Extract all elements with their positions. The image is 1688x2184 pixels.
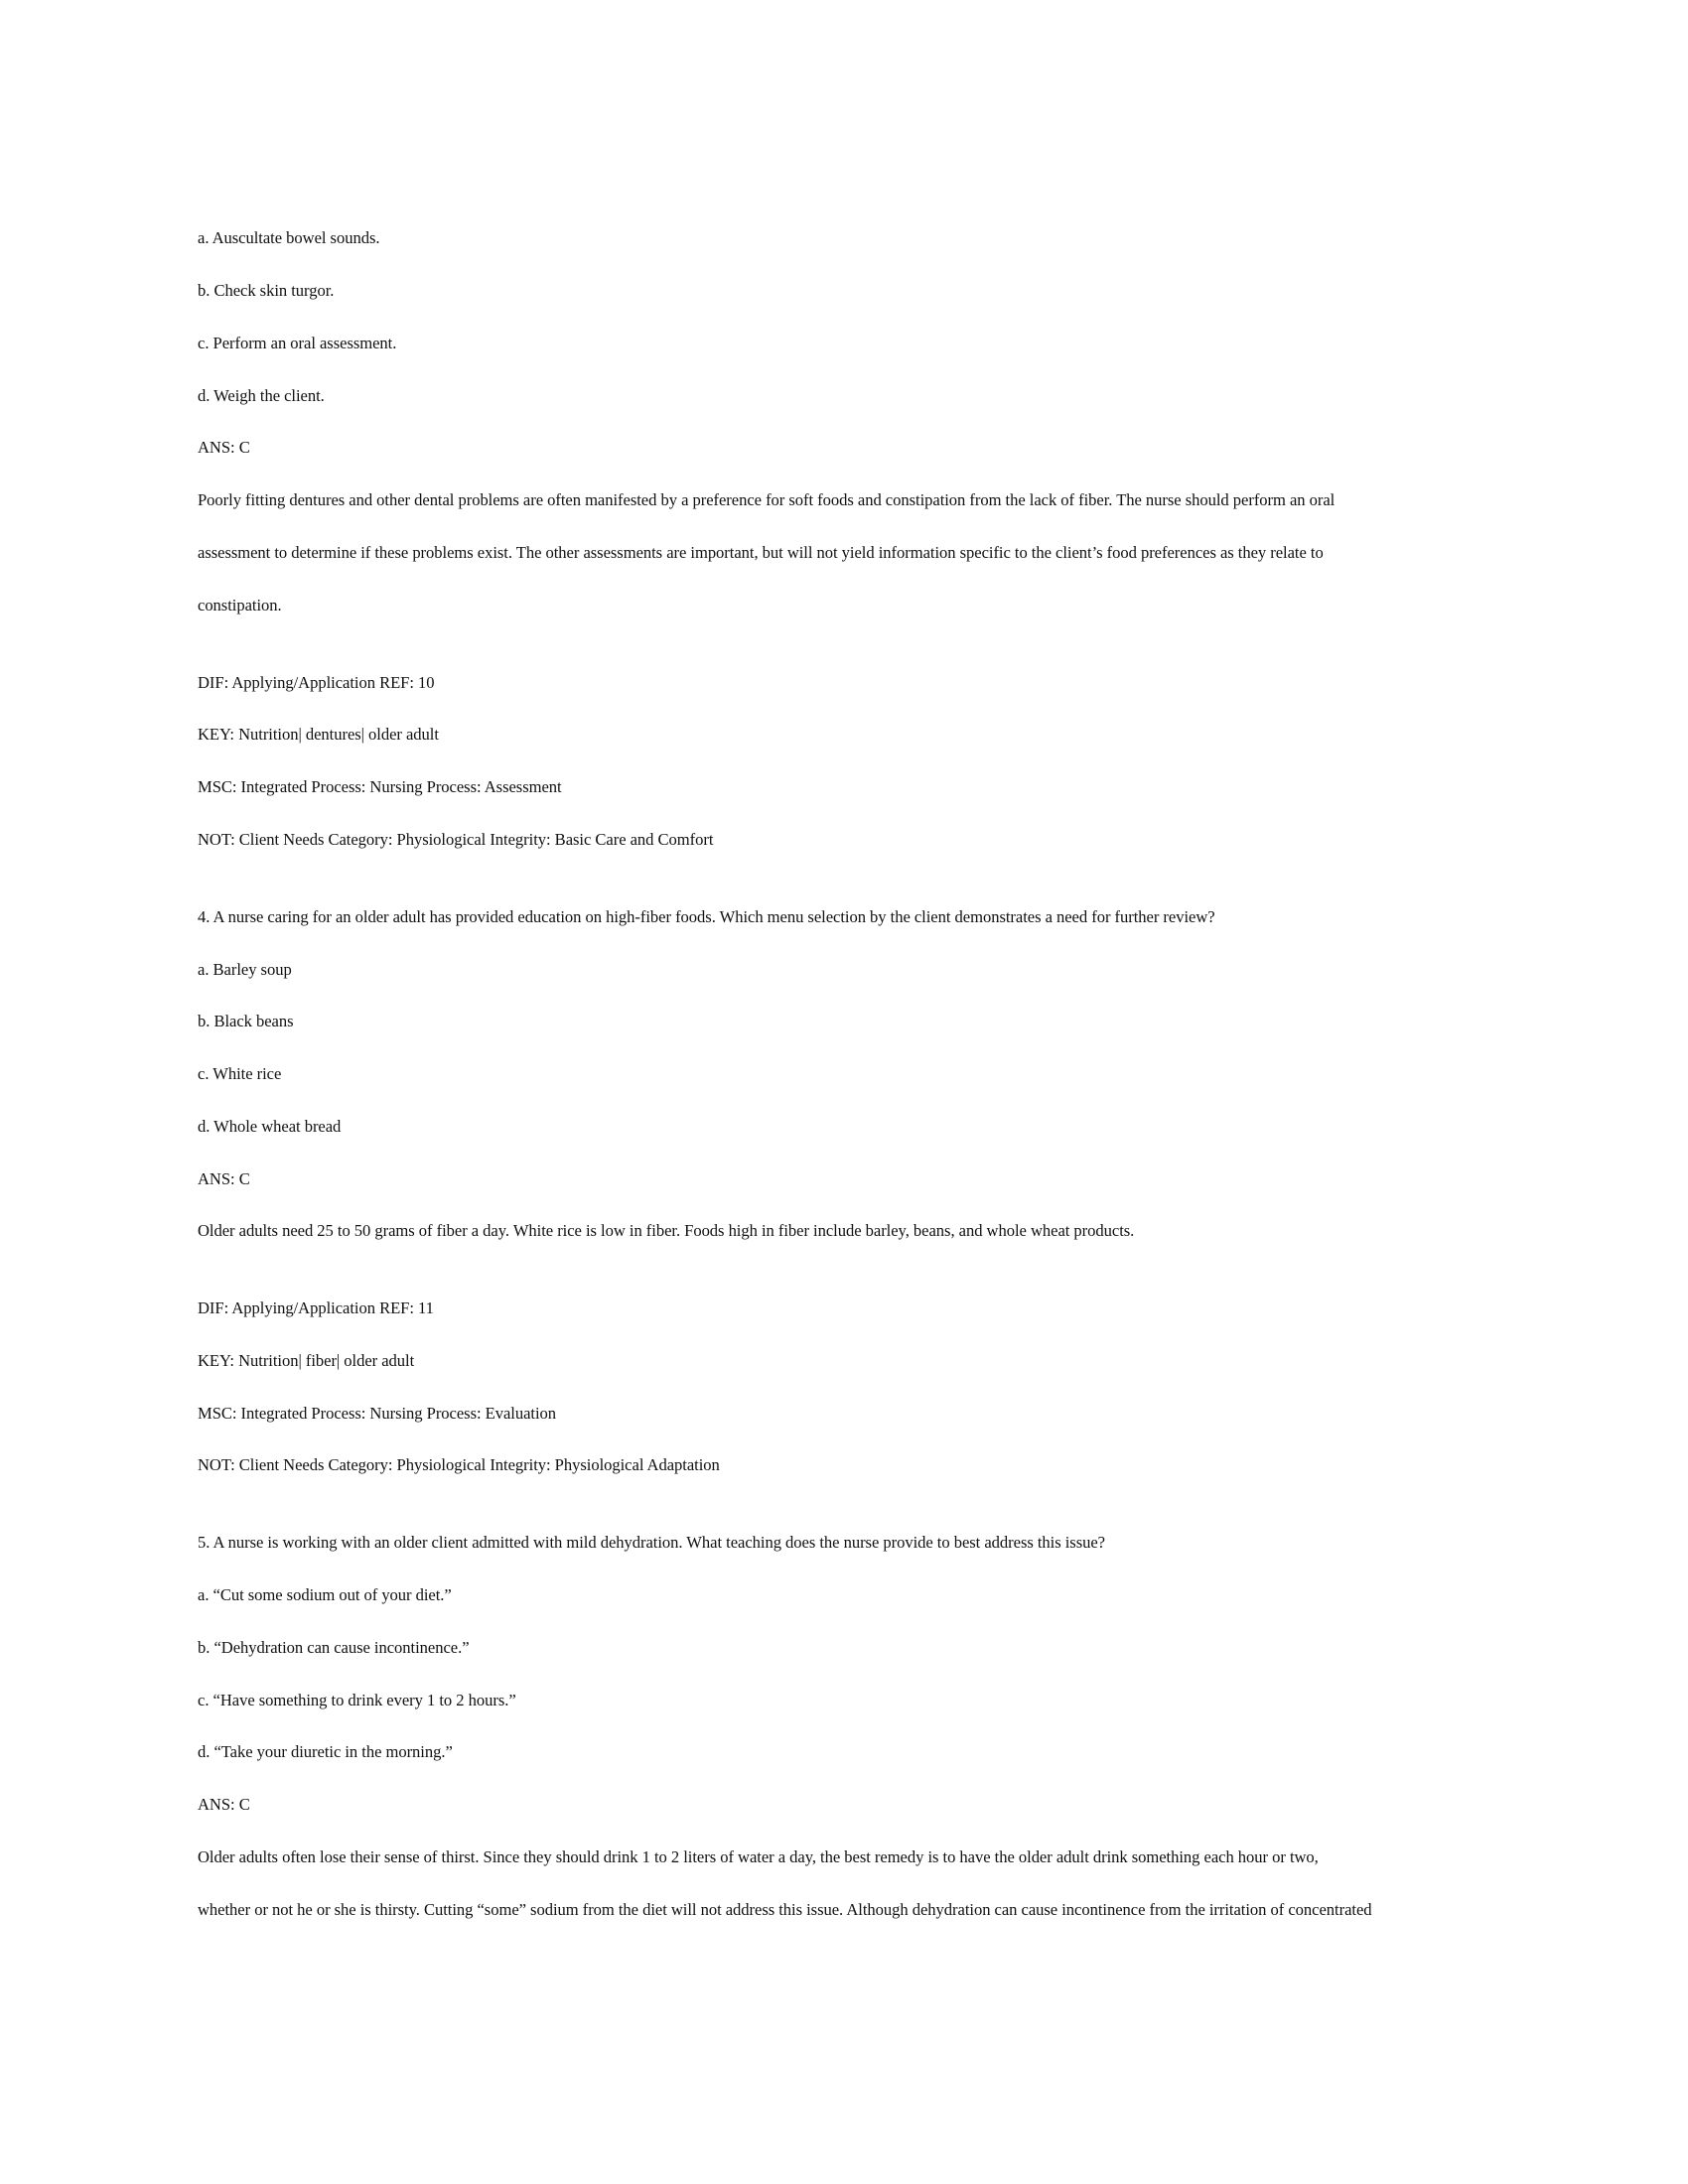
q4-option-c: c. White rice bbox=[198, 1064, 282, 1083]
q3-option-a: a. Auscultate bowel sounds. bbox=[198, 228, 380, 247]
q3-answer: ANS: C bbox=[198, 438, 250, 457]
q5-stem: 5. A nurse is working with an older client admitted with mild dehydration. What teaching does the nurse provide to best address this issue? bbox=[198, 1533, 1105, 1552]
q5-rationale-line-1: Older adults often lose their sense of thirst. Since they should drink 1 to 2 liters of water a day, the best remedy is to have the older adult drink something each hour or two, bbox=[198, 1847, 1319, 1866]
q4-meta-not: NOT: Client Needs Category: Physiological Integrity: Physiological Adaptation bbox=[198, 1455, 720, 1474]
q4-meta-msc: MSC: Integrated Process: Nursing Process: Evaluation bbox=[198, 1404, 557, 1423]
q4-option-a: a. Barley soup bbox=[198, 960, 292, 979]
q3-rationale-line-1: Poorly fitting dentures and other dental problems are often manifested by a preference for soft foods and constipation from the lack of fiber. The nurse should perform an oral bbox=[198, 490, 1336, 509]
q5-option-b: b. “Dehydration can cause incontinence.” bbox=[198, 1638, 470, 1657]
q4-option-b: b. Black beans bbox=[198, 1012, 294, 1030]
q5-answer: ANS: C bbox=[198, 1795, 250, 1814]
q5-option-c: c. “Have something to drink every 1 to 2 hours.” bbox=[198, 1691, 516, 1709]
q3-meta-key: KEY: Nutrition| dentures| older adult bbox=[198, 725, 439, 744]
q3-option-d: d. Weigh the client. bbox=[198, 386, 325, 405]
q3-option-b: b. Check skin turgor. bbox=[198, 281, 335, 300]
q4-rationale-line-1: Older adults need 25 to 50 grams of fiber a day. White rice is low in fiber. Foods high in fiber include barley, beans, and whole wheat products. bbox=[198, 1221, 1135, 1240]
q3-meta-msc: MSC: Integrated Process: Nursing Process: Assessment bbox=[198, 777, 562, 796]
q4-meta-dif: DIF: Applying/Application REF: 11 bbox=[198, 1298, 434, 1317]
q4-meta-key: KEY: Nutrition| fiber| older adult bbox=[198, 1351, 415, 1370]
q3-meta-dif: DIF: Applying/Application REF: 10 bbox=[198, 673, 435, 692]
q3-meta-not: NOT: Client Needs Category: Physiological Integrity: Basic Care and Comfort bbox=[198, 830, 714, 849]
q3-option-c: c. Perform an oral assessment. bbox=[198, 334, 397, 352]
q5-option-d: d. “Take your diuretic in the morning.” bbox=[198, 1742, 453, 1761]
q5-option-a: a. “Cut some sodium out of your diet.” bbox=[198, 1585, 452, 1604]
q4-option-d: d. Whole wheat bread bbox=[198, 1117, 342, 1136]
q3-rationale-line-2: assessment to determine if these problems exist. The other assessments are important, but will not yield information specific to the client’s food preferences as they relate to bbox=[198, 543, 1324, 562]
q4-answer: ANS: C bbox=[198, 1169, 250, 1188]
q5-rationale-line-2: whether or not he or she is thirsty. Cutting “some” sodium from the diet will not address this issue. Although dehydration can cause incontinence from the irritation of concentrated bbox=[198, 1900, 1372, 1919]
q4-stem: 4. A nurse caring for an older adult has provided education on high-fiber foods. Which menu selection by the client demonstrates a need for further review? bbox=[198, 907, 1215, 926]
q3-rationale-line-3: constipation. bbox=[198, 596, 282, 614]
